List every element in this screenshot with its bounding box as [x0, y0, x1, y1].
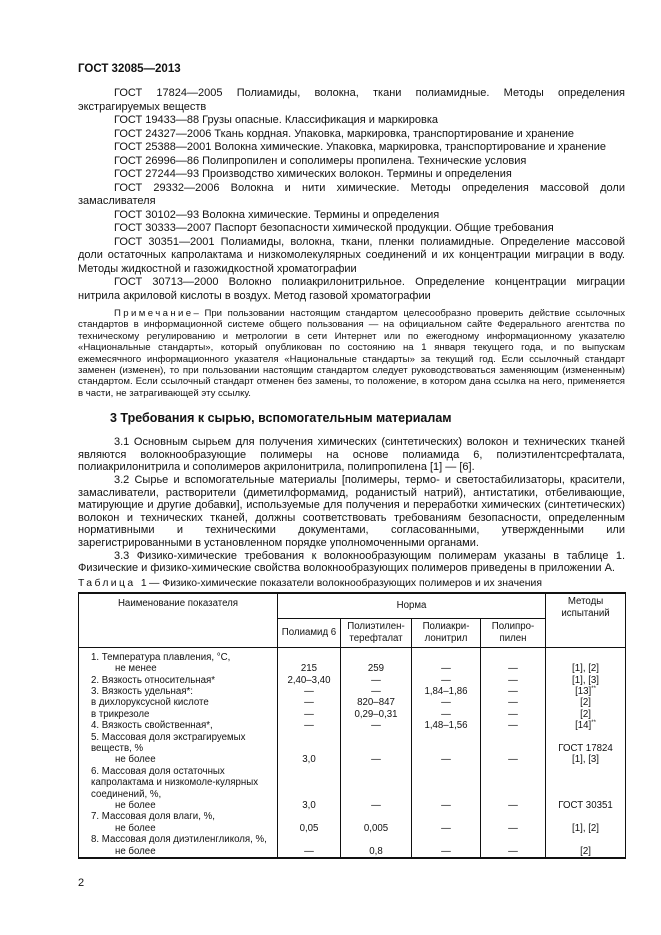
row-value — [278, 720, 341, 731]
row-value — [546, 800, 626, 811]
reference-item: ГОСТ 17824—2005 Полиамиды, волокна, ткани полиамидные. Методы определения экстрагируемых веществ — [78, 87, 625, 113]
header-norm: Норма — [278, 593, 546, 618]
row-value — [546, 811, 626, 822]
row-value — [341, 743, 412, 754]
cell-text: 0,005 — [363, 822, 389, 834]
row-value — [481, 834, 546, 845]
section-body — [78, 436, 625, 575]
row-value — [412, 823, 481, 834]
table-caption — [78, 578, 625, 591]
row-value — [481, 663, 546, 674]
row-value — [481, 675, 546, 686]
cell-text: 0,8 — [369, 845, 383, 857]
row-value — [341, 789, 412, 800]
row-label: в трикрезоле — [79, 709, 278, 720]
row-value — [341, 647, 412, 663]
cell-text: 3,0 — [302, 800, 316, 812]
row-value — [546, 789, 626, 800]
table-row — [79, 686, 626, 697]
row-value — [481, 720, 546, 731]
row-value — [278, 732, 341, 743]
reference-item: ГОСТ 19433—88 Грузы опасные. Классификация и маркировка — [114, 114, 438, 126]
cell-text: — — [441, 674, 451, 686]
row-value — [278, 709, 341, 720]
page-number: 2 — [78, 877, 85, 890]
cell-text: 3,0 — [302, 754, 316, 766]
cell-text: [14] — [575, 720, 592, 732]
cell-text: — — [508, 663, 518, 675]
header-col: Полиамид 6 — [278, 618, 341, 647]
row-value — [546, 777, 626, 788]
cell-text: — — [441, 708, 451, 720]
row-label: 3. Вязкость удельная*: — [79, 686, 278, 697]
cell-text: — — [508, 720, 518, 732]
table-caption-text: — Физико-химические показатели волокнообразующих полимеров и их значения — [149, 577, 542, 589]
reference-item: ГОСТ 25388—2001 Волокна химические. Упаковка, маркировка, транспортирование и хранение — [114, 141, 606, 153]
table-row — [79, 754, 626, 765]
row-value — [481, 732, 546, 743]
cell-text: — — [441, 663, 451, 675]
row-value — [341, 800, 412, 811]
row-value — [412, 675, 481, 686]
row-value — [546, 663, 626, 674]
row-value — [341, 777, 412, 788]
row-value — [412, 732, 481, 743]
row-value — [481, 777, 546, 788]
cell-text: — — [441, 800, 451, 812]
table-row — [79, 800, 626, 811]
row-value — [481, 743, 546, 754]
row-value — [341, 720, 412, 731]
cell-text: — — [371, 720, 381, 732]
row-value — [278, 777, 341, 788]
table-caption-label: Таблица 1 — [78, 577, 150, 589]
row-value — [341, 732, 412, 743]
row-value — [341, 823, 412, 834]
row-label: 1. Температура плавления, °С, — [79, 647, 278, 663]
footnote-mark: ** — [591, 719, 596, 726]
table-row — [79, 647, 626, 663]
row-value — [412, 663, 481, 674]
row-label: 7. Массовая доля влаги, %, — [79, 811, 278, 822]
table-row — [79, 663, 626, 674]
reference-list — [78, 87, 625, 303]
row-value — [412, 777, 481, 788]
cell-text: 1,48–1,56 — [424, 720, 468, 732]
note-label: Примечание — [114, 308, 194, 319]
row-value — [481, 800, 546, 811]
row-value — [412, 789, 481, 800]
cell-text: — — [508, 822, 518, 834]
cell-text: — — [441, 845, 451, 857]
cell-text: — — [441, 754, 451, 766]
row-value — [412, 800, 481, 811]
cell-text: [1], [2] — [572, 822, 599, 834]
table-row — [79, 766, 626, 777]
row-value — [412, 834, 481, 845]
table-row — [79, 811, 626, 822]
table-row — [79, 834, 626, 845]
cell-text: — — [441, 822, 451, 834]
row-value — [412, 811, 481, 822]
table-row — [79, 732, 626, 743]
cell-text: — — [508, 800, 518, 812]
cell-text: — — [508, 708, 518, 720]
row-label: 4. Вязкость свойственная*, — [79, 720, 278, 731]
cell-text: — — [304, 720, 314, 732]
row-value — [278, 766, 341, 777]
cell-text: — — [508, 697, 518, 709]
row-value — [481, 709, 546, 720]
row-value — [412, 697, 481, 708]
row-value — [341, 766, 412, 777]
row-label: не более — [79, 846, 278, 858]
cell-text: — — [304, 845, 314, 857]
table-row — [79, 697, 626, 708]
reference-item: ГОСТ 30102—93 Волокна химические. Термины и определения — [114, 208, 440, 221]
row-value — [412, 754, 481, 765]
row-value — [278, 834, 341, 845]
row-value — [481, 811, 546, 822]
table-row — [79, 675, 626, 686]
cell-text: — — [371, 674, 381, 686]
row-value — [546, 709, 626, 720]
row-value — [481, 686, 546, 697]
footnote-mark: ** — [591, 685, 596, 692]
cell-text: [13] — [575, 686, 592, 697]
row-value — [481, 766, 546, 777]
row-value — [546, 743, 626, 754]
cell-text: — — [371, 754, 381, 766]
reference-item: ГОСТ 29332—2006 Волокна и нити химические. Методы определения массовой доли замасливателя — [78, 181, 625, 207]
row-value — [412, 743, 481, 754]
row-value — [546, 834, 626, 845]
properties-table — [78, 592, 626, 859]
header-methods: Методы испытаний — [546, 593, 626, 647]
row-value — [278, 686, 341, 697]
row-value — [481, 647, 546, 663]
header-name: Наименование показателя — [79, 593, 278, 647]
table-row — [79, 743, 626, 754]
header-col: Полиакри-лонитрил — [412, 618, 481, 647]
row-value — [341, 709, 412, 720]
cell-text: ГОСТ 17824 — [558, 743, 613, 755]
row-value — [278, 800, 341, 811]
row-value — [278, 743, 341, 754]
paragraph: 3.1 Основным сырьем для получения химических (синтетических) волокон и технических тканей являются волокнообразующие полимеры на основе полиамида 6, полиэтилентсрефталата, полиакрилонитрила и сополимеров акрилонитрила, полипропилена [1] — [6]. — [78, 436, 625, 474]
row-label: не более — [79, 823, 278, 834]
cell-text: — — [508, 686, 518, 697]
row-value — [341, 697, 412, 708]
row-label: 5. Массовая доля экстрагируемых — [79, 732, 278, 743]
cell-text: [2] — [580, 697, 591, 709]
row-value — [412, 686, 481, 697]
reference-item: ГОСТ 24327—2006 Ткань кордная. Упаковка, маркировка, транспортирование и хранение — [114, 127, 575, 140]
row-value — [341, 754, 412, 765]
reference-item: ГОСТ 27244—93 Производство химических волокон. Термины и определения — [114, 168, 512, 180]
cell-text: — — [508, 674, 518, 686]
note-text: – При пользовании настоящим стандартом целесообразно проверить действие ссылочных стандартов в информационной системе общего пользования — на официальном сайте Федерального агентства по техническому регулированию и метрологии в сети Интернет или по ежегодному информационному указателю «Национальные стандарты», который опубликован по состоянию на 1 января текущего года, и по выпускам ежемесячного информационного указателя «Национальные стандарты» за текущий год. Если ссылочный стандарт заменен (изменен), то при пользовании настоящим стандартом следует руководствоваться заменяющим (измененным) стандартом. Если ссылочный стандарт отменен без замены, то положение, в котором дана ссылка на него, применяется в части, не затрагивающей эту ссылку. — [78, 308, 625, 399]
row-value — [546, 686, 626, 697]
row-value — [341, 675, 412, 686]
row-label: капролактама и низкомоле-кулярных — [79, 777, 278, 788]
table-row — [79, 777, 626, 788]
row-value — [341, 686, 412, 697]
row-label: не более — [79, 800, 278, 811]
cell-text: 820–847 — [357, 697, 395, 709]
row-value — [546, 720, 626, 731]
cell-text: — — [508, 754, 518, 766]
reference-item: ГОСТ 30713—2000 Волокно полиакрилонитрильное. Определение концентрации миграции нитрила акриловой кислоты в воздух. Метод газовой хроматографии — [78, 276, 625, 302]
row-value — [278, 697, 341, 708]
row-value — [341, 663, 412, 674]
cell-text: 0,29–0,31 — [354, 708, 398, 720]
reference-item: ГОСТ 26996—86 Полипропилен и сополимеры пропилена. Технические условия — [114, 154, 527, 167]
row-value — [481, 697, 546, 708]
cell-text: 215 — [300, 663, 318, 675]
row-value — [481, 823, 546, 834]
row-value — [412, 846, 481, 858]
cell-text: — — [371, 686, 381, 697]
reference-item: ГОСТ 30333—2007 Паспорт безопасности химической продукции. Общие требования — [114, 222, 554, 234]
row-label: 8. Массовая доля диэтиленгликоля, %, — [79, 834, 278, 845]
cell-text: 259 — [367, 663, 385, 675]
row-value — [412, 709, 481, 720]
header-col: Полипро-пилен — [481, 618, 546, 647]
table-row — [79, 709, 626, 720]
row-label: соединений, %, — [79, 789, 278, 800]
row-value — [278, 663, 341, 674]
cell-text: — — [304, 697, 314, 709]
row-label: в дихлоруксусной кислоте — [79, 697, 278, 708]
cell-text: — — [441, 697, 451, 709]
row-label: 2. Вязкость относительная* — [79, 675, 278, 686]
row-value — [341, 846, 412, 858]
note — [78, 308, 625, 399]
cell-text: ГОСТ 30351 — [558, 800, 613, 812]
row-value — [278, 675, 341, 686]
cell-text: 2,40–3,40 — [287, 674, 331, 686]
cell-text: [2] — [580, 708, 591, 720]
row-label: не более — [79, 754, 278, 765]
row-value — [546, 647, 626, 663]
row-value — [278, 647, 341, 663]
row-value — [546, 846, 626, 858]
cell-text: [1], [2] — [572, 663, 599, 675]
paragraph: 3.2 Сырье и вспомогательные материалы [полимеры, термо- и светостабилизаторы, красители, замасливатели, растворители (диметилформамид, роданистый натрий), антистатики, отбеливающие, матирующие и другие добавки], используемые для получения и переработки химических (синтетических) волокон и технических тканей, должны соответствовать требованиям безопасности, определенным нормативными и техническими документами, согласованными, утвержденными или зарегистрированными в установленном порядке уполномоченными органами. — [78, 474, 625, 549]
row-value — [412, 647, 481, 663]
row-label: 6. Массовая доля остаточных — [79, 766, 278, 777]
row-value — [546, 732, 626, 743]
cell-text: — — [508, 845, 518, 857]
cell-text: — — [304, 686, 314, 697]
row-label: не менее — [79, 663, 278, 674]
document-header: ГОСТ 32085—2013 — [78, 63, 181, 75]
row-value — [546, 766, 626, 777]
row-value — [412, 720, 481, 731]
row-value — [278, 811, 341, 822]
section-title: 3 Требования к сырью, вспомогательным материалам — [110, 411, 452, 426]
header-col: Полиэтилен-терефталат — [341, 618, 412, 647]
row-value — [412, 766, 481, 777]
row-value — [341, 811, 412, 822]
row-value — [481, 789, 546, 800]
reference-item: ГОСТ 30351—2001 Полиамиды, волокна, ткани, пленки полиамидные. Определение массовой доли остаточных капролактама и низкомолекулярных соединений и их концентрации миграции в воду. Методы жидкостной и газожидкостной хроматографии — [78, 235, 625, 275]
row-value — [546, 697, 626, 708]
row-value — [278, 789, 341, 800]
table-row — [79, 789, 626, 800]
cell-text: [1], [3] — [572, 674, 599, 686]
cell-text: — — [371, 800, 381, 812]
table-row — [79, 846, 626, 858]
row-value — [278, 846, 341, 858]
row-value — [341, 834, 412, 845]
cell-text: [2] — [580, 845, 591, 857]
row-value — [278, 754, 341, 765]
row-value — [546, 823, 626, 834]
cell-text: 1,84–1,86 — [424, 686, 468, 697]
row-value — [278, 823, 341, 834]
row-value — [546, 675, 626, 686]
table-row — [79, 720, 626, 731]
row-value — [481, 754, 546, 765]
cell-text: [1], [3] — [572, 754, 599, 766]
row-label: веществ, % — [79, 743, 278, 754]
cell-text: — — [304, 708, 314, 720]
paragraph: 3.3 Физико-химические требования к волокнообразующим полимерам указаны в таблице 1. Физические и физико-химические свойства волокнообразующих полимеров приведены в приложении А. — [78, 549, 625, 575]
cell-text: 0,05 — [299, 822, 319, 834]
row-value — [546, 754, 626, 765]
row-value — [481, 846, 546, 858]
table-row — [79, 823, 626, 834]
